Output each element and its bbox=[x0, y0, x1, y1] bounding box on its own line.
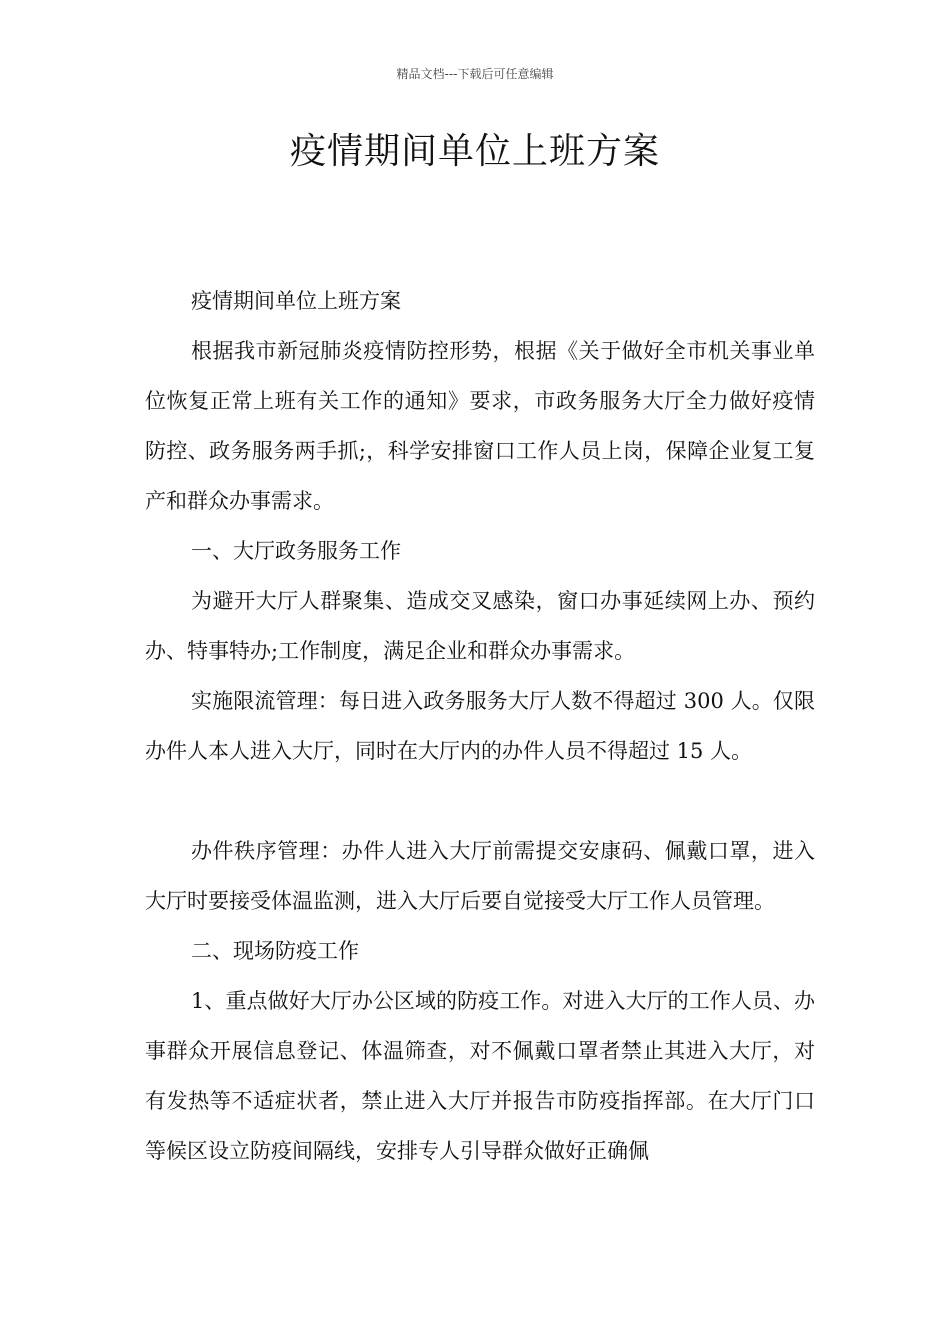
document-title: 疫情期间单位上班方案 bbox=[289, 131, 660, 172]
document-body bbox=[145, 276, 815, 1176]
body-paragraph-hall-prevention: 1、重点做好大厅办公区域的防疫工作。对进入大厅的工作人员、办事群众开展信息登记、体温筛查，对不佩戴口罩者禁止其进入大厅，对有发热等不适症状者，禁止进入大厅并报告市防疫指挥部。在大厅门口等候区设立防疫间隔线，安排专人引导群众做好正确佩 bbox=[145, 989, 815, 1163]
section-heading-hall-services: 一、大厅政务服务工作 bbox=[191, 539, 401, 563]
header-note: 精品文档---下载后可任意编辑 bbox=[396, 67, 554, 81]
section-heading-onsite-epidemic: 二、现场防疫工作 bbox=[191, 939, 359, 963]
body-paragraph-intro: 根据我市新冠肺炎疫情防控形势，根据《关于做好全市机关事业单位恢复正常上班有关工作的通知》要求，市政务服务大厅全力做好疫情防控、政务服务两手抓;，科学安排窗口工作人员上岗，保障企业复工复产和群众办事需求。 bbox=[145, 339, 815, 513]
body-paragraph-order-management: 办件秩序管理：办件人进入大厅前需提交安康码、佩戴口罩，进入大厅时要接受体温监测，进入大厅后要自觉接受大厅工作人员管理。 bbox=[145, 839, 815, 913]
body-paragraph-flow-limit: 实施限流管理：每日进入政务服务大厅人数不得超过 300 人。仅限办件人本人进入大厅，同时在大厅内的办件人员不得超过 15 人。 bbox=[145, 689, 815, 763]
body-subtitle: 疫情期间单位上班方案 bbox=[191, 289, 401, 313]
body-paragraph-online-service: 为避开大厅人群聚集、造成交叉感染，窗口办事延续网上办、预约办、特事特办;工作制度，满足企业和群众办事需求。 bbox=[145, 589, 815, 663]
paragraph-gap bbox=[145, 776, 815, 826]
